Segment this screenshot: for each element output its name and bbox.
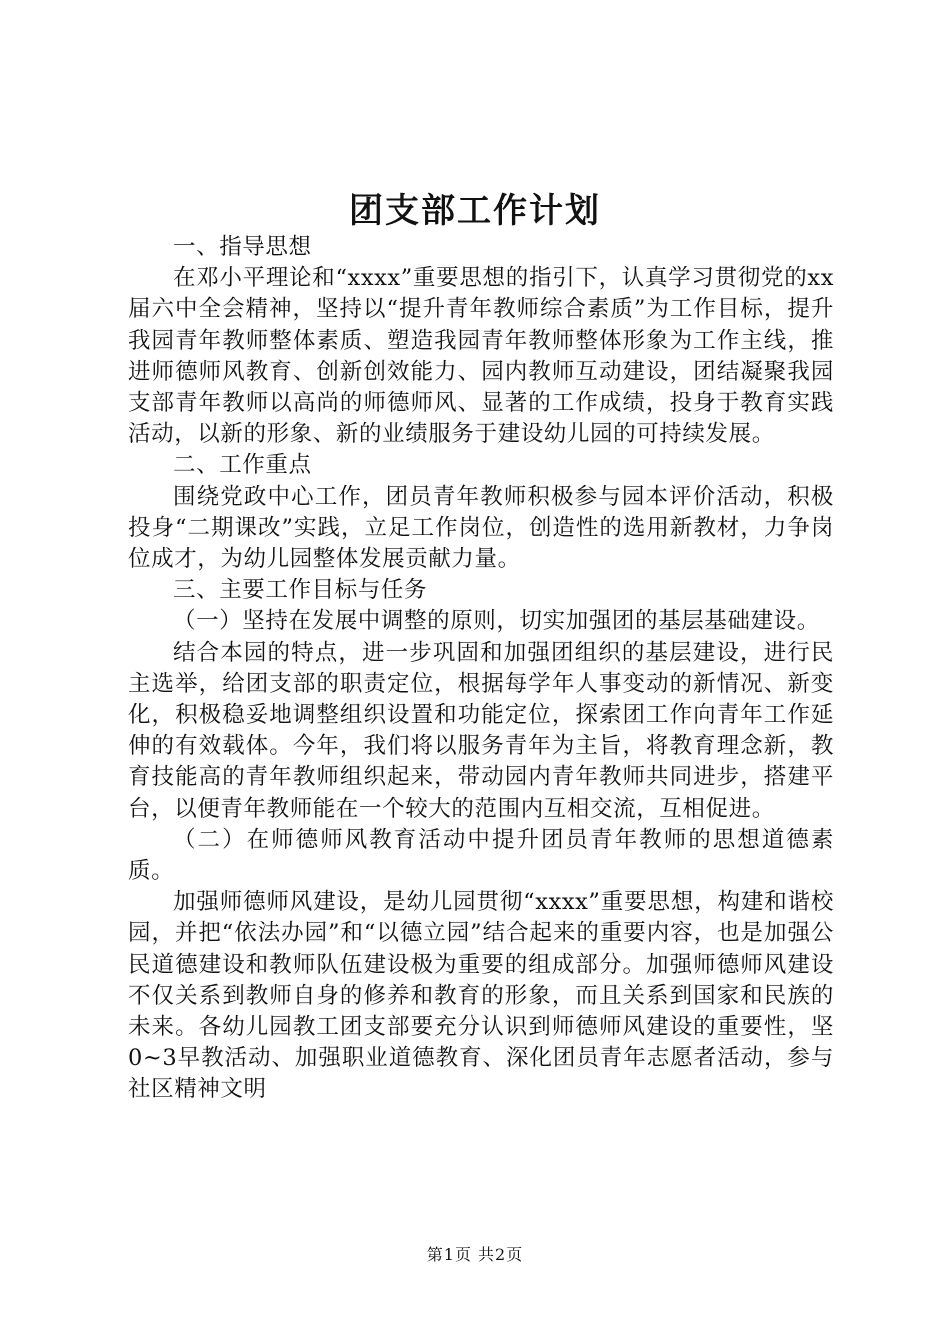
subheading-goal-one: （一）坚持在发展中调整的原则，切实加强团的基层基础建设。 xyxy=(173,608,820,635)
paragraph-goal-two: 加强师德师风建设，是幼儿园贯彻“xxxx”重要思想，构建和谐校园，并把“依法办园”和“以德立园”结合起来的重要内容，也是加强公民道德建设和教师队伍建设极为重要的组成部分。加强师德师风建设不仅关系到教师自身的修养和教育的形象，而且关系到国家和民族的未来。各幼儿园教工团支部要充分认识到师德师风建设的重要性，坚0~3早教活动、加强职业道德教育、深化团员青年志愿者活动，参与社区精神文明 xyxy=(128,889,834,1103)
page-footer: 第1页 共2页 xyxy=(426,1245,524,1264)
section-heading-work-focus: 二、工作重点 xyxy=(173,452,312,479)
paragraph-work-focus: 围绕党政中心工作，团员青年教师积极参与园本评价活动，积极投身“二期课改”实践，立足工作岗位，创造性的选用新教材，力争岗位成才，为幼儿园整体发展贡献力量。 xyxy=(128,483,834,573)
paragraph-guiding-ideology: 在邓小平理论和“xxxx”重要思想的指引下，认真学习贯彻党的xx届六中全会精神，坚持以“提升青年教师综合素质”为工作目标，提升我园青年教师整体素质、塑造我园青年教师整体形象为工作主线，推进师德师风教育、创新创效能力、园内教师互动建设，团结凝聚我园支部青年教师以高尚的师德师风、显著的工作成绩，投身于教育实践活动，以新的形象、新的业绩服务于建设幼儿园的可持续发展。 xyxy=(128,265,834,448)
document-title: 团支部工作计划 xyxy=(349,191,601,231)
document-body xyxy=(128,232,834,1106)
paragraph-goal-one: 结合本园的特点，进一步巩固和加强团组织的基层建设，进行民主选举，给团支部的职责定位，根据每学年人事变动的新情况、新变化，积极稳妥地调整组织设置和功能定位，探索团工作向青年工作延伸的有效载体。今年，我们将以服务青年为主旨，将教育理念新，教育技能高的青年教师组织起来，带动园内青年教师共同进步，搭建平台，以便青年教师能在一个较大的范围内互相交流，互相促进。 xyxy=(128,639,834,822)
section-heading-guiding-ideology: 一、指导思想 xyxy=(173,234,312,260)
subheading-goal-two: （二）在师德师风教育活动中提升团员青年教师的思想道德素质。 xyxy=(128,826,834,885)
section-heading-main-goals: 三、主要工作目标与任务 xyxy=(173,577,428,604)
